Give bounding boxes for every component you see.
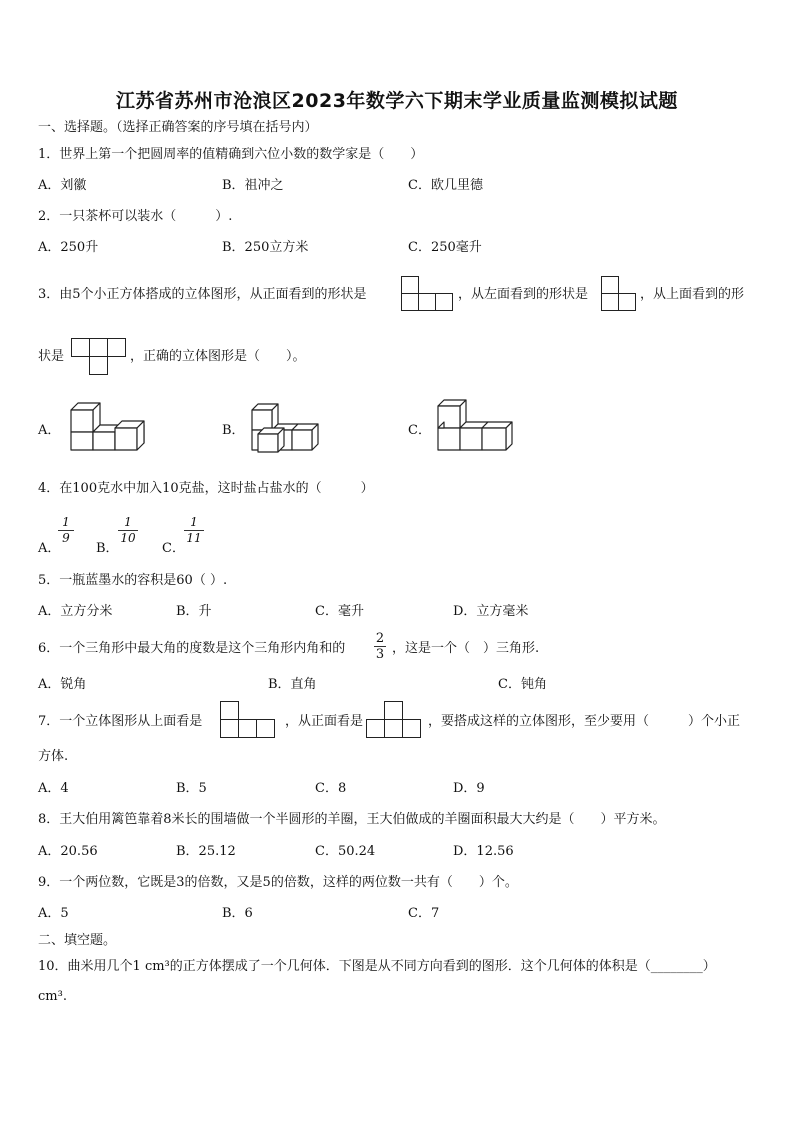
left-view-figure — [601, 276, 637, 312]
question-8: 8．王大伯用篱笆靠着8米长的围墙做一个半圆形的羊圈，王大伯做成的羊圈面积最大大约是（ ）平方米。 — [38, 812, 666, 827]
q4-option-c[interactable]: C． — [162, 541, 185, 556]
question-2: 2．一只茶杯可以装水（ ）. — [38, 209, 233, 224]
q3-option-a[interactable]: A． — [38, 423, 61, 438]
q5-option-d[interactable]: D．立方毫米 — [453, 604, 529, 619]
question-7-part4: 方体. — [38, 749, 69, 764]
q9-option-b[interactable]: B．6 — [222, 906, 253, 921]
q6-option-c[interactable]: C．钝角 — [498, 677, 547, 692]
question-3-part2: ，从左面看到的形状是 — [458, 287, 589, 302]
q4-fraction-b-denominator: 10 — [120, 531, 136, 545]
q9-option-c[interactable]: C．7 — [408, 906, 440, 921]
q7-option-c[interactable]: C．8 — [315, 781, 347, 796]
top-view-figure — [71, 338, 127, 378]
q8-option-d[interactable]: D．12.56 — [453, 844, 514, 859]
q4-fraction-a — [58, 516, 74, 545]
question-10-unit: cm³. — [38, 989, 67, 1004]
q3-option-b-figure — [248, 402, 320, 454]
q6-fraction-denominator: 3 — [375, 647, 385, 662]
q7-option-d[interactable]: D．9 — [453, 781, 485, 796]
question-5: 5．一瓶蓝墨水的容积是60（ ）. — [38, 573, 228, 588]
q6-option-a[interactable]: A．锐角 — [38, 677, 87, 692]
q4-fraction-c-numerator: 1 — [190, 515, 198, 529]
q9-option-a[interactable]: A．5 — [38, 906, 69, 921]
q2-option-a[interactable]: A．250升 — [38, 240, 99, 255]
q7-option-b[interactable]: B．5 — [176, 781, 207, 796]
q8-option-b[interactable]: B．25.12 — [176, 844, 236, 859]
q4-fraction-c-denominator: 11 — [186, 531, 202, 545]
q4-fraction-a-denominator: 9 — [62, 531, 70, 545]
question-3-part3: ，从上面看到的形 — [640, 287, 745, 302]
question-7-part3: ，要搭成这样的立体图形，至少要用（ ）个小正 — [428, 714, 741, 729]
question-10: 10．曲米用几个1 cm³的正方体摆成了一个几何体．下图是从不同方向看到的图形．这个几何体的体积是（________） — [38, 959, 716, 974]
front-view-figure — [401, 276, 455, 312]
question-3-part1: 3．由5个小正方体搭成的立体图形，从正面看到的形状是 — [38, 287, 367, 302]
q2-option-c[interactable]: C．250毫升 — [408, 240, 482, 255]
section-fill-heading: 二、填空题。 — [38, 933, 117, 948]
q1-option-b[interactable]: B．祖冲之 — [222, 178, 284, 193]
q4-fraction-b-numerator: 1 — [124, 515, 132, 529]
q3-option-b[interactable]: B． — [222, 423, 245, 438]
q3-option-c-figure — [434, 398, 518, 456]
q5-option-c[interactable]: C．毫升 — [315, 604, 364, 619]
q4-fraction-c — [184, 516, 204, 545]
question-6-part2: ，这是一个（ ）三角形. — [392, 641, 540, 656]
question-1: 1．世界上第一个把圆周率的值精确到六位小数的数学家是（ ） — [38, 147, 424, 162]
q6-fraction — [374, 632, 386, 661]
q5-option-b[interactable]: B．升 — [176, 604, 212, 619]
q6-option-b[interactable]: B．直角 — [268, 677, 317, 692]
q6-fraction-numerator: 2 — [375, 631, 385, 646]
q4-option-b[interactable]: B． — [96, 541, 119, 556]
q3-option-c[interactable]: C． — [408, 423, 431, 438]
question-3-part5: ，正确的立体图形是（ ）。 — [130, 349, 306, 364]
q2-option-b[interactable]: B．250立方米 — [222, 240, 309, 255]
question-7-part1: 7．一个立体图形从上面看是 — [38, 714, 203, 729]
question-7-part2: ，从正面看是 — [285, 714, 364, 729]
q4-fraction-a-numerator: 1 — [62, 515, 70, 529]
page-title: 江苏省苏州市沧浪区2023年数学六下期末学业质量监测模拟试题 — [116, 90, 678, 112]
q7-front-view-figure — [366, 701, 424, 741]
q8-option-a[interactable]: A．20.56 — [38, 844, 98, 859]
q4-option-a[interactable]: A． — [38, 541, 61, 556]
q1-option-a[interactable]: A．刘徽 — [38, 178, 87, 193]
q4-fraction-b — [118, 516, 138, 545]
question-6-part1: 6．一个三角形中最大角的度数是这个三角形内角和的 — [38, 641, 346, 656]
q1-option-c[interactable]: C．欧几里德 — [408, 178, 483, 193]
question-4: 4．在100克水中加入10克盐，这时盐占盐水的（ ） — [38, 481, 374, 496]
question-3-part4: 状是 — [38, 349, 65, 364]
q7-option-a[interactable]: A．4 — [38, 781, 69, 796]
q3-option-a-figure — [70, 398, 150, 454]
q7-top-view-figure — [220, 701, 278, 741]
section-choice-heading: 一、选择题。（选择正确答案的序号填在括号内） — [38, 120, 318, 135]
question-9: 9．一个两位数，它既是3的倍数，又是5的倍数，这样的两位数一共有（ ）个。 — [38, 875, 518, 890]
q5-option-a[interactable]: A．立方分米 — [38, 604, 113, 619]
q8-option-c[interactable]: C．50.24 — [315, 844, 376, 859]
